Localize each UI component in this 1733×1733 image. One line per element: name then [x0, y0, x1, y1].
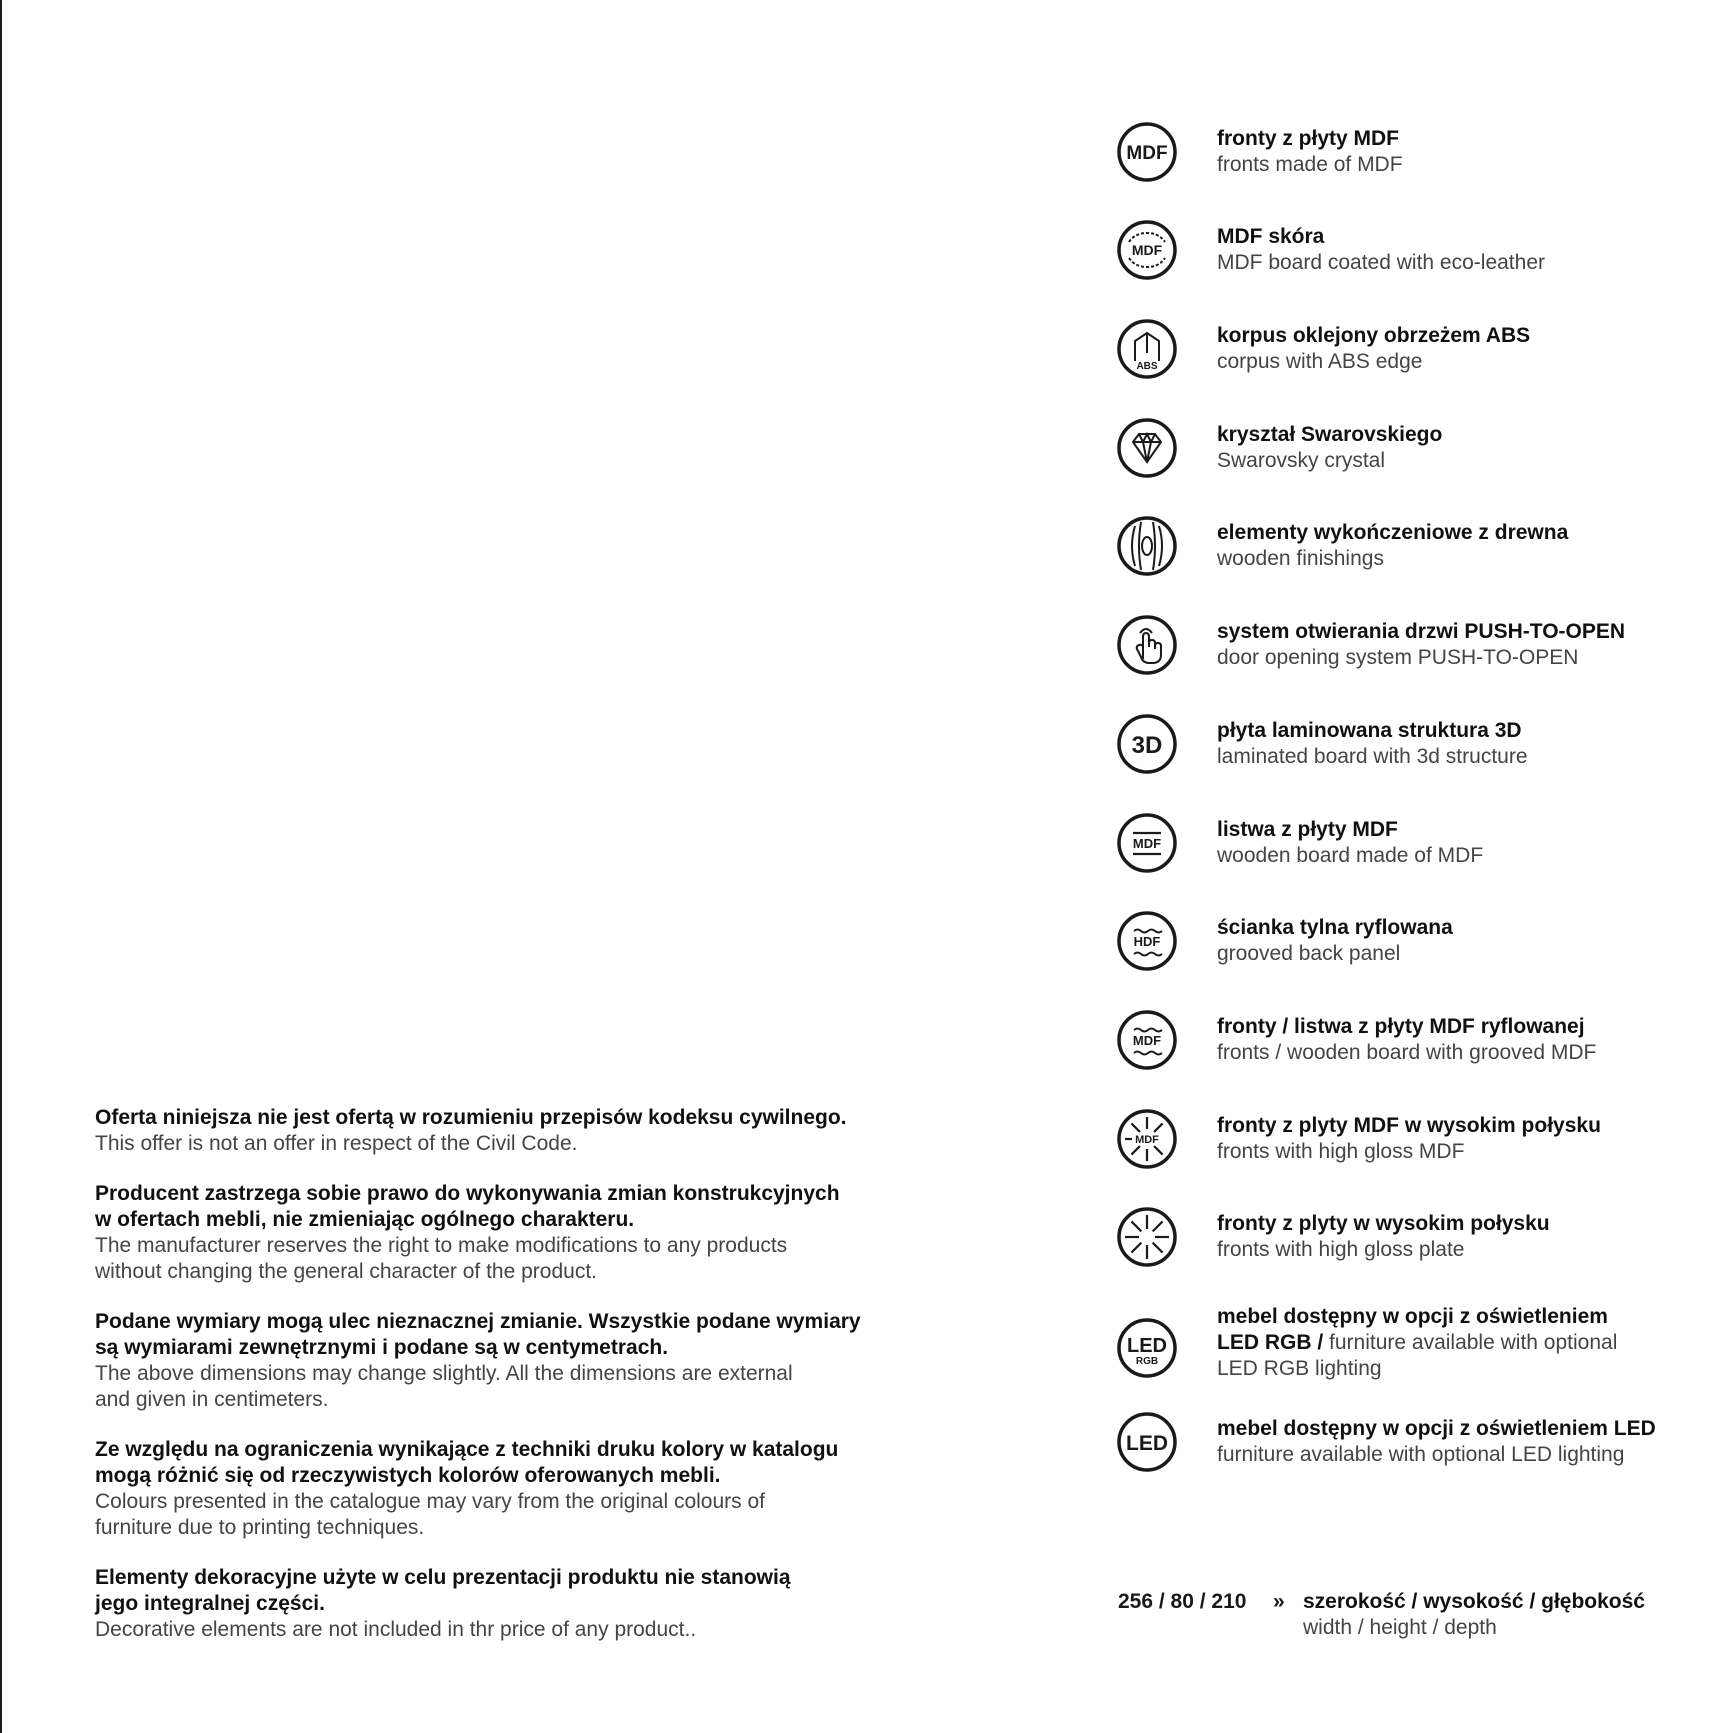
note-text-en: furniture due to printing techniques. [95, 1516, 425, 1539]
legend-item-text [1217, 1304, 1717, 1382]
legend-label-pl: system otwierania drzwi PUSH-TO-OPEN [1217, 620, 1626, 643]
note-text-pl: mogą różnić się od rzeczywistych kolorów oferowanych mebli. [95, 1464, 721, 1487]
svg-text:ABS: ABS [1136, 361, 1158, 372]
svg-text:MDF: MDF [1126, 143, 1168, 164]
legend-label-en: fronts made of MDF [1217, 153, 1403, 176]
note-text-en: without changing the general character of the product. [95, 1260, 597, 1283]
note-text-pl: Oferta niniejsza nie jest ofertą w rozumieniu przepisów kodeksu cywilnego. [95, 1106, 847, 1129]
note-text-pl: Podane wymiary mogą ulec nieznacznej zmianie. Wszystkie podane wymiary [95, 1310, 861, 1333]
svg-text:LED: LED [1126, 1432, 1168, 1455]
abs-edge-icon [1115, 317, 1179, 381]
svg-text:MDF: MDF [1131, 242, 1163, 258]
page-left-edge [0, 0, 2, 1733]
svg-text:MDF: MDF [1135, 1134, 1159, 1146]
legend-label-mixed-line [1217, 1330, 1717, 1356]
legend-item [1115, 317, 1715, 397]
note-text-pl: Ze względu na ograniczenia wynikające z techniki druku kolory w katalogu [95, 1438, 839, 1461]
mdf-grooved-icon [1115, 1008, 1179, 1072]
legend-label-pl: korpus oklejony obrzeżem ABS [1217, 324, 1531, 347]
legend-label-pl: fronty / listwa z płyty MDF ryflowanej [1217, 1015, 1585, 1038]
legend-item-text [1217, 323, 1717, 375]
legend-item [1115, 1107, 1715, 1187]
note-text-en: Colours presented in the catalogue may vary from the original colours of [95, 1490, 766, 1513]
legend-item-text [1217, 817, 1717, 869]
dimensions-labels [1303, 1589, 1645, 1641]
note-text-pl: jego integralnej części. [95, 1592, 325, 1615]
legend-label-pl: elementy wykończeniowe z drewna [1217, 521, 1569, 544]
svg-text:RGB: RGB [1135, 1356, 1159, 1367]
svg-text:MDF: MDF [1132, 1033, 1162, 1048]
note-text-en: The manufacturer reserves the right to make modifications to any products [95, 1234, 788, 1257]
legend-item [1115, 1298, 1715, 1378]
mdf-strip-icon [1115, 811, 1179, 875]
crystal-icon [1115, 416, 1179, 480]
svg-text:HDF: HDF [1133, 934, 1161, 949]
legend-label-en: wooden finishings [1217, 547, 1384, 570]
dimensions-values: 256 / 80 / 210 [1118, 1590, 1247, 1613]
legend-label-pl: mebel dostępny w opcji z oświetleniem [1217, 1305, 1608, 1328]
legend-item-text [1217, 1014, 1717, 1066]
dimensions-label-en: width / height / depth [1303, 1616, 1497, 1639]
legend-label-en: grooved back panel [1217, 942, 1401, 965]
legend-item [1115, 1410, 1715, 1490]
3d-icon [1115, 712, 1179, 776]
legend-item [1115, 218, 1715, 298]
legend-item [1115, 1205, 1715, 1285]
legend-item [1115, 416, 1715, 496]
legend-label-pl: MDF skóra [1217, 225, 1325, 248]
led-rgb-icon [1115, 1316, 1179, 1380]
mdf-gloss-icon [1115, 1107, 1179, 1171]
legend-label-en: corpus with ABS edge [1217, 350, 1423, 373]
legend-item-text [1217, 224, 1717, 276]
legend-label-pl: fronty z płyty MDF [1217, 127, 1399, 150]
legend-label-pl: kryształ Swarovskiego [1217, 423, 1443, 446]
push-to-open-icon [1115, 613, 1179, 677]
legal-notes [95, 1105, 875, 1667]
legend-item-text [1217, 619, 1717, 671]
legend-item-text [1217, 1113, 1717, 1165]
legend-item-text [1217, 422, 1717, 474]
legend-label-pl: ścianka tylna ryflowana [1217, 916, 1453, 939]
note-paragraph [95, 1181, 875, 1285]
legend-label-pl: fronty z plyty MDF w wysokim połysku [1217, 1114, 1601, 1137]
legend-label-en: fronts with high gloss plate [1217, 1238, 1465, 1261]
hdf-grooved-icon [1115, 909, 1179, 973]
note-text-pl: są wymiarami zewnętrznymi i podane są w centymetrach. [95, 1336, 669, 1359]
legend-label-pl: fronty z plyty w wysokim połysku [1217, 1212, 1550, 1235]
note-text-pl: Elementy dekoracyjne użyte w celu prezentacji produktu nie stanowią [95, 1566, 791, 1589]
legend-label-en: fronts with high gloss MDF [1217, 1140, 1465, 1163]
legend-label-en-cont: LED RGB lighting [1217, 1357, 1382, 1380]
note-paragraph [95, 1437, 875, 1541]
legend-label-pl: listwa z płyty MDF [1217, 818, 1398, 841]
note-paragraph [95, 1309, 875, 1413]
note-text-pl: w ofertach mebli, nie zmieniając ogólnego charakteru. [95, 1208, 635, 1231]
legend-label-en: furniture available with optional [1329, 1331, 1618, 1354]
svg-text:3D: 3D [1131, 732, 1163, 759]
svg-text:LED: LED [1127, 1335, 1167, 1357]
note-paragraph [95, 1565, 875, 1643]
legend-label-en: laminated board with 3d structure [1217, 745, 1528, 768]
legend-item-text [1217, 520, 1717, 572]
legend-item-text [1217, 915, 1717, 967]
legend-label-pl: mebel dostępny w opcji z oświetleniem LED [1217, 1417, 1656, 1440]
mdf-leather-icon [1115, 218, 1179, 282]
legend-item [1115, 120, 1715, 200]
legend-item [1115, 1008, 1715, 1088]
legend-item-text [1217, 126, 1717, 178]
led-icon [1115, 1410, 1179, 1474]
legend-item [1115, 909, 1715, 989]
note-text-pl: Producent zastrzega sobie prawo do wykonywania zmian konstrukcyjnych [95, 1182, 840, 1205]
gloss-icon [1115, 1205, 1179, 1269]
mdf-icon [1115, 120, 1179, 184]
legend-label-en: fronts / wooden board with grooved MDF [1217, 1041, 1597, 1064]
legend-item [1115, 811, 1715, 891]
legend-item [1115, 613, 1715, 693]
note-paragraph [95, 1105, 875, 1157]
svg-text:MDF: MDF [1132, 836, 1162, 851]
note-text-en: and given in centimeters. [95, 1388, 329, 1411]
legend-item-text [1217, 1416, 1717, 1468]
legend-item [1115, 712, 1715, 792]
wood-icon [1115, 514, 1179, 578]
legend-label-en: MDF board coated with eco-leather [1217, 251, 1545, 274]
double-arrow-icon: » [1273, 1590, 1285, 1613]
legend-item-text [1217, 1211, 1717, 1263]
legend-item [1115, 514, 1715, 594]
legend-label-pl-cont: LED RGB / [1217, 1331, 1324, 1354]
legend-label-en: furniture available with optional LED lighting [1217, 1443, 1625, 1466]
note-text-en: This offer is not an offer in respect of the Civil Code. [95, 1132, 578, 1155]
legend-label-en: Swarovsky crystal [1217, 449, 1386, 472]
dimensions-label-pl: szerokość / wysokość / głębokość [1303, 1590, 1645, 1613]
legend-label-en: door opening system PUSH-TO-OPEN [1217, 646, 1579, 669]
legend-label-pl: płyta laminowana struktura 3D [1217, 719, 1522, 742]
note-text-en: Decorative elements are not included in thr price of any product.. [95, 1618, 697, 1641]
legend-label-en: wooden board made of MDF [1217, 844, 1484, 867]
legend-item-text [1217, 718, 1717, 770]
note-text-en: The above dimensions may change slightly. All the dimensions are external [95, 1362, 793, 1385]
